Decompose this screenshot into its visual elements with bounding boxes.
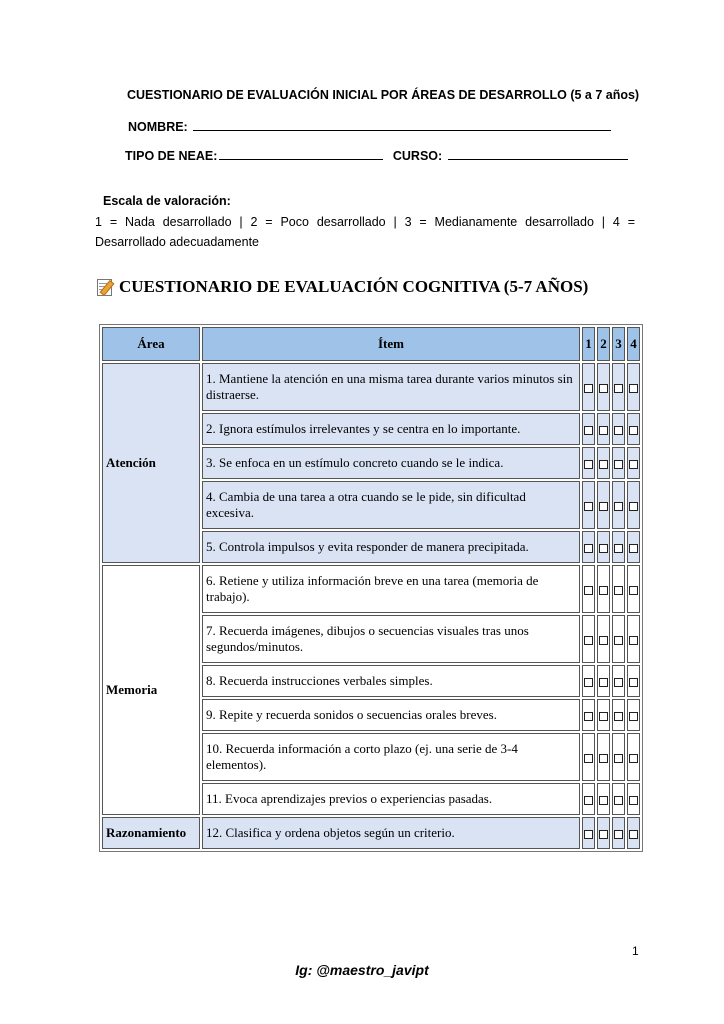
checkbox-4[interactable] bbox=[627, 733, 640, 781]
checkbox-4[interactable] bbox=[627, 665, 640, 697]
checkbox-1[interactable] bbox=[582, 363, 595, 411]
item-text: 9. Repite y recuerda sonidos o secuencias orales breves. bbox=[202, 699, 580, 731]
checkbox-2[interactable] bbox=[597, 733, 610, 781]
checkbox-1[interactable] bbox=[582, 665, 595, 697]
area-atencion: Atención bbox=[102, 363, 200, 563]
scale-title: Escala de valoración: bbox=[103, 194, 231, 208]
checkbox-4[interactable] bbox=[627, 817, 640, 849]
checkbox-4[interactable] bbox=[627, 531, 640, 563]
item-text: 11. Evoca aprendizajes previos o experiencias pasadas. bbox=[202, 783, 580, 815]
checkbox-3[interactable] bbox=[612, 615, 625, 663]
checkbox-3[interactable] bbox=[612, 565, 625, 613]
curso-label: CURSO: bbox=[392, 149, 443, 163]
table-row bbox=[102, 363, 640, 411]
scale-description: 1 = Nada desarrollado | 2 = Poco desarrollado | 3 = Medianamente desarrollado | 4 = Desarrollado adecuadamente bbox=[95, 215, 635, 249]
checkbox-3[interactable] bbox=[612, 733, 625, 781]
item-text: 7. Recuerda imágenes, dibujos o secuencias visuales tras unos segundos/minutos. bbox=[202, 615, 580, 663]
checkbox-3[interactable] bbox=[612, 531, 625, 563]
checkbox-4[interactable] bbox=[627, 615, 640, 663]
checkbox-1[interactable] bbox=[582, 565, 595, 613]
checkbox-2[interactable] bbox=[597, 481, 610, 529]
curso-blank-line[interactable] bbox=[448, 147, 628, 160]
checkbox-4[interactable] bbox=[627, 565, 640, 613]
checkbox-3[interactable] bbox=[612, 481, 625, 529]
item-text: 1. Mantiene la atención en una misma tarea durante varios minutos sin distraerse. bbox=[202, 363, 580, 411]
checkbox-1[interactable] bbox=[582, 481, 595, 529]
document-title: CUESTIONARIO DE EVALUACIÓN INICIAL POR ÁREAS DE DESARROLLO (5 a 7 años) bbox=[127, 88, 640, 102]
checkbox-2[interactable] bbox=[597, 615, 610, 663]
item-text: 3. Se enfoca en un estímulo concreto cuando se le indica. bbox=[202, 447, 580, 479]
checkbox-3[interactable] bbox=[612, 447, 625, 479]
checkbox-3[interactable] bbox=[612, 665, 625, 697]
memo-icon bbox=[96, 278, 114, 296]
table-header-row bbox=[102, 327, 640, 361]
checkbox-1[interactable] bbox=[582, 817, 595, 849]
checkbox-1[interactable] bbox=[582, 699, 595, 731]
item-text: 2. Ignora estímulos irrelevantes y se centra en lo importante. bbox=[202, 413, 580, 445]
nombre-field[interactable] bbox=[128, 118, 611, 134]
area-razonamiento: Razonamiento bbox=[102, 817, 200, 849]
evaluation-table bbox=[99, 324, 643, 852]
checkbox-1[interactable] bbox=[582, 447, 595, 479]
checkbox-1[interactable] bbox=[582, 783, 595, 815]
checkbox-2[interactable] bbox=[597, 447, 610, 479]
checkbox-4[interactable] bbox=[627, 363, 640, 411]
checkbox-2[interactable] bbox=[597, 665, 610, 697]
checkbox-2[interactable] bbox=[597, 565, 610, 613]
checkbox-4[interactable] bbox=[627, 481, 640, 529]
nombre-label: NOMBRE: bbox=[128, 120, 188, 134]
footer-handle: Ig: @maestro_javipt bbox=[295, 962, 429, 978]
checkbox-2[interactable] bbox=[597, 531, 610, 563]
checkbox-2[interactable] bbox=[597, 413, 610, 445]
checkbox-1[interactable] bbox=[582, 615, 595, 663]
checkbox-1[interactable] bbox=[582, 413, 595, 445]
item-text: 5. Controla impulsos y evita responder de manera precipitada. bbox=[202, 531, 580, 563]
neae-label: TIPO DE NEAE: bbox=[125, 149, 218, 163]
checkbox-2[interactable] bbox=[597, 817, 610, 849]
header-score-2: 2 bbox=[597, 327, 610, 361]
item-text: 4. Cambia de una tarea a otra cuando se le pide, sin dificultad excesiva. bbox=[202, 481, 580, 529]
item-text: 6. Retiene y utiliza información breve en una tarea (memoria de trabajo). bbox=[202, 565, 580, 613]
section-title-text: CUESTIONARIO DE EVALUACIÓN COGNITIVA (5-7 AÑOS) bbox=[119, 277, 589, 296]
header-score-4: 4 bbox=[627, 327, 640, 361]
page-number: 1 bbox=[632, 944, 639, 958]
item-text: 12. Clasifica y ordena objetos según un criterio. bbox=[202, 817, 580, 849]
checkbox-4[interactable] bbox=[627, 783, 640, 815]
item-text: 8. Recuerda instrucciones verbales simples. bbox=[202, 665, 580, 697]
neae-field[interactable] bbox=[125, 147, 628, 163]
item-text: 10. Recuerda información a corto plazo (ej. una serie de 3-4 elementos). bbox=[202, 733, 580, 781]
nombre-blank-line[interactable] bbox=[193, 118, 611, 131]
checkbox-4[interactable] bbox=[627, 447, 640, 479]
checkbox-3[interactable] bbox=[612, 817, 625, 849]
checkbox-3[interactable] bbox=[612, 783, 625, 815]
neae-blank-line[interactable] bbox=[219, 147, 383, 160]
checkbox-2[interactable] bbox=[597, 699, 610, 731]
table-row bbox=[102, 817, 640, 849]
header-score-3: 3 bbox=[612, 327, 625, 361]
header-score-1: 1 bbox=[582, 327, 595, 361]
checkbox-4[interactable] bbox=[627, 699, 640, 731]
checkbox-3[interactable] bbox=[612, 699, 625, 731]
checkbox-3[interactable] bbox=[612, 363, 625, 411]
checkbox-3[interactable] bbox=[612, 413, 625, 445]
checkbox-2[interactable] bbox=[597, 363, 610, 411]
section-title bbox=[96, 277, 588, 297]
checkbox-4[interactable] bbox=[627, 413, 640, 445]
table-row bbox=[102, 565, 640, 613]
area-memoria: Memoria bbox=[102, 565, 200, 815]
header-item: Ítem bbox=[202, 327, 580, 361]
checkbox-2[interactable] bbox=[597, 783, 610, 815]
header-area: Área bbox=[102, 327, 200, 361]
checkbox-1[interactable] bbox=[582, 531, 595, 563]
checkbox-1[interactable] bbox=[582, 733, 595, 781]
